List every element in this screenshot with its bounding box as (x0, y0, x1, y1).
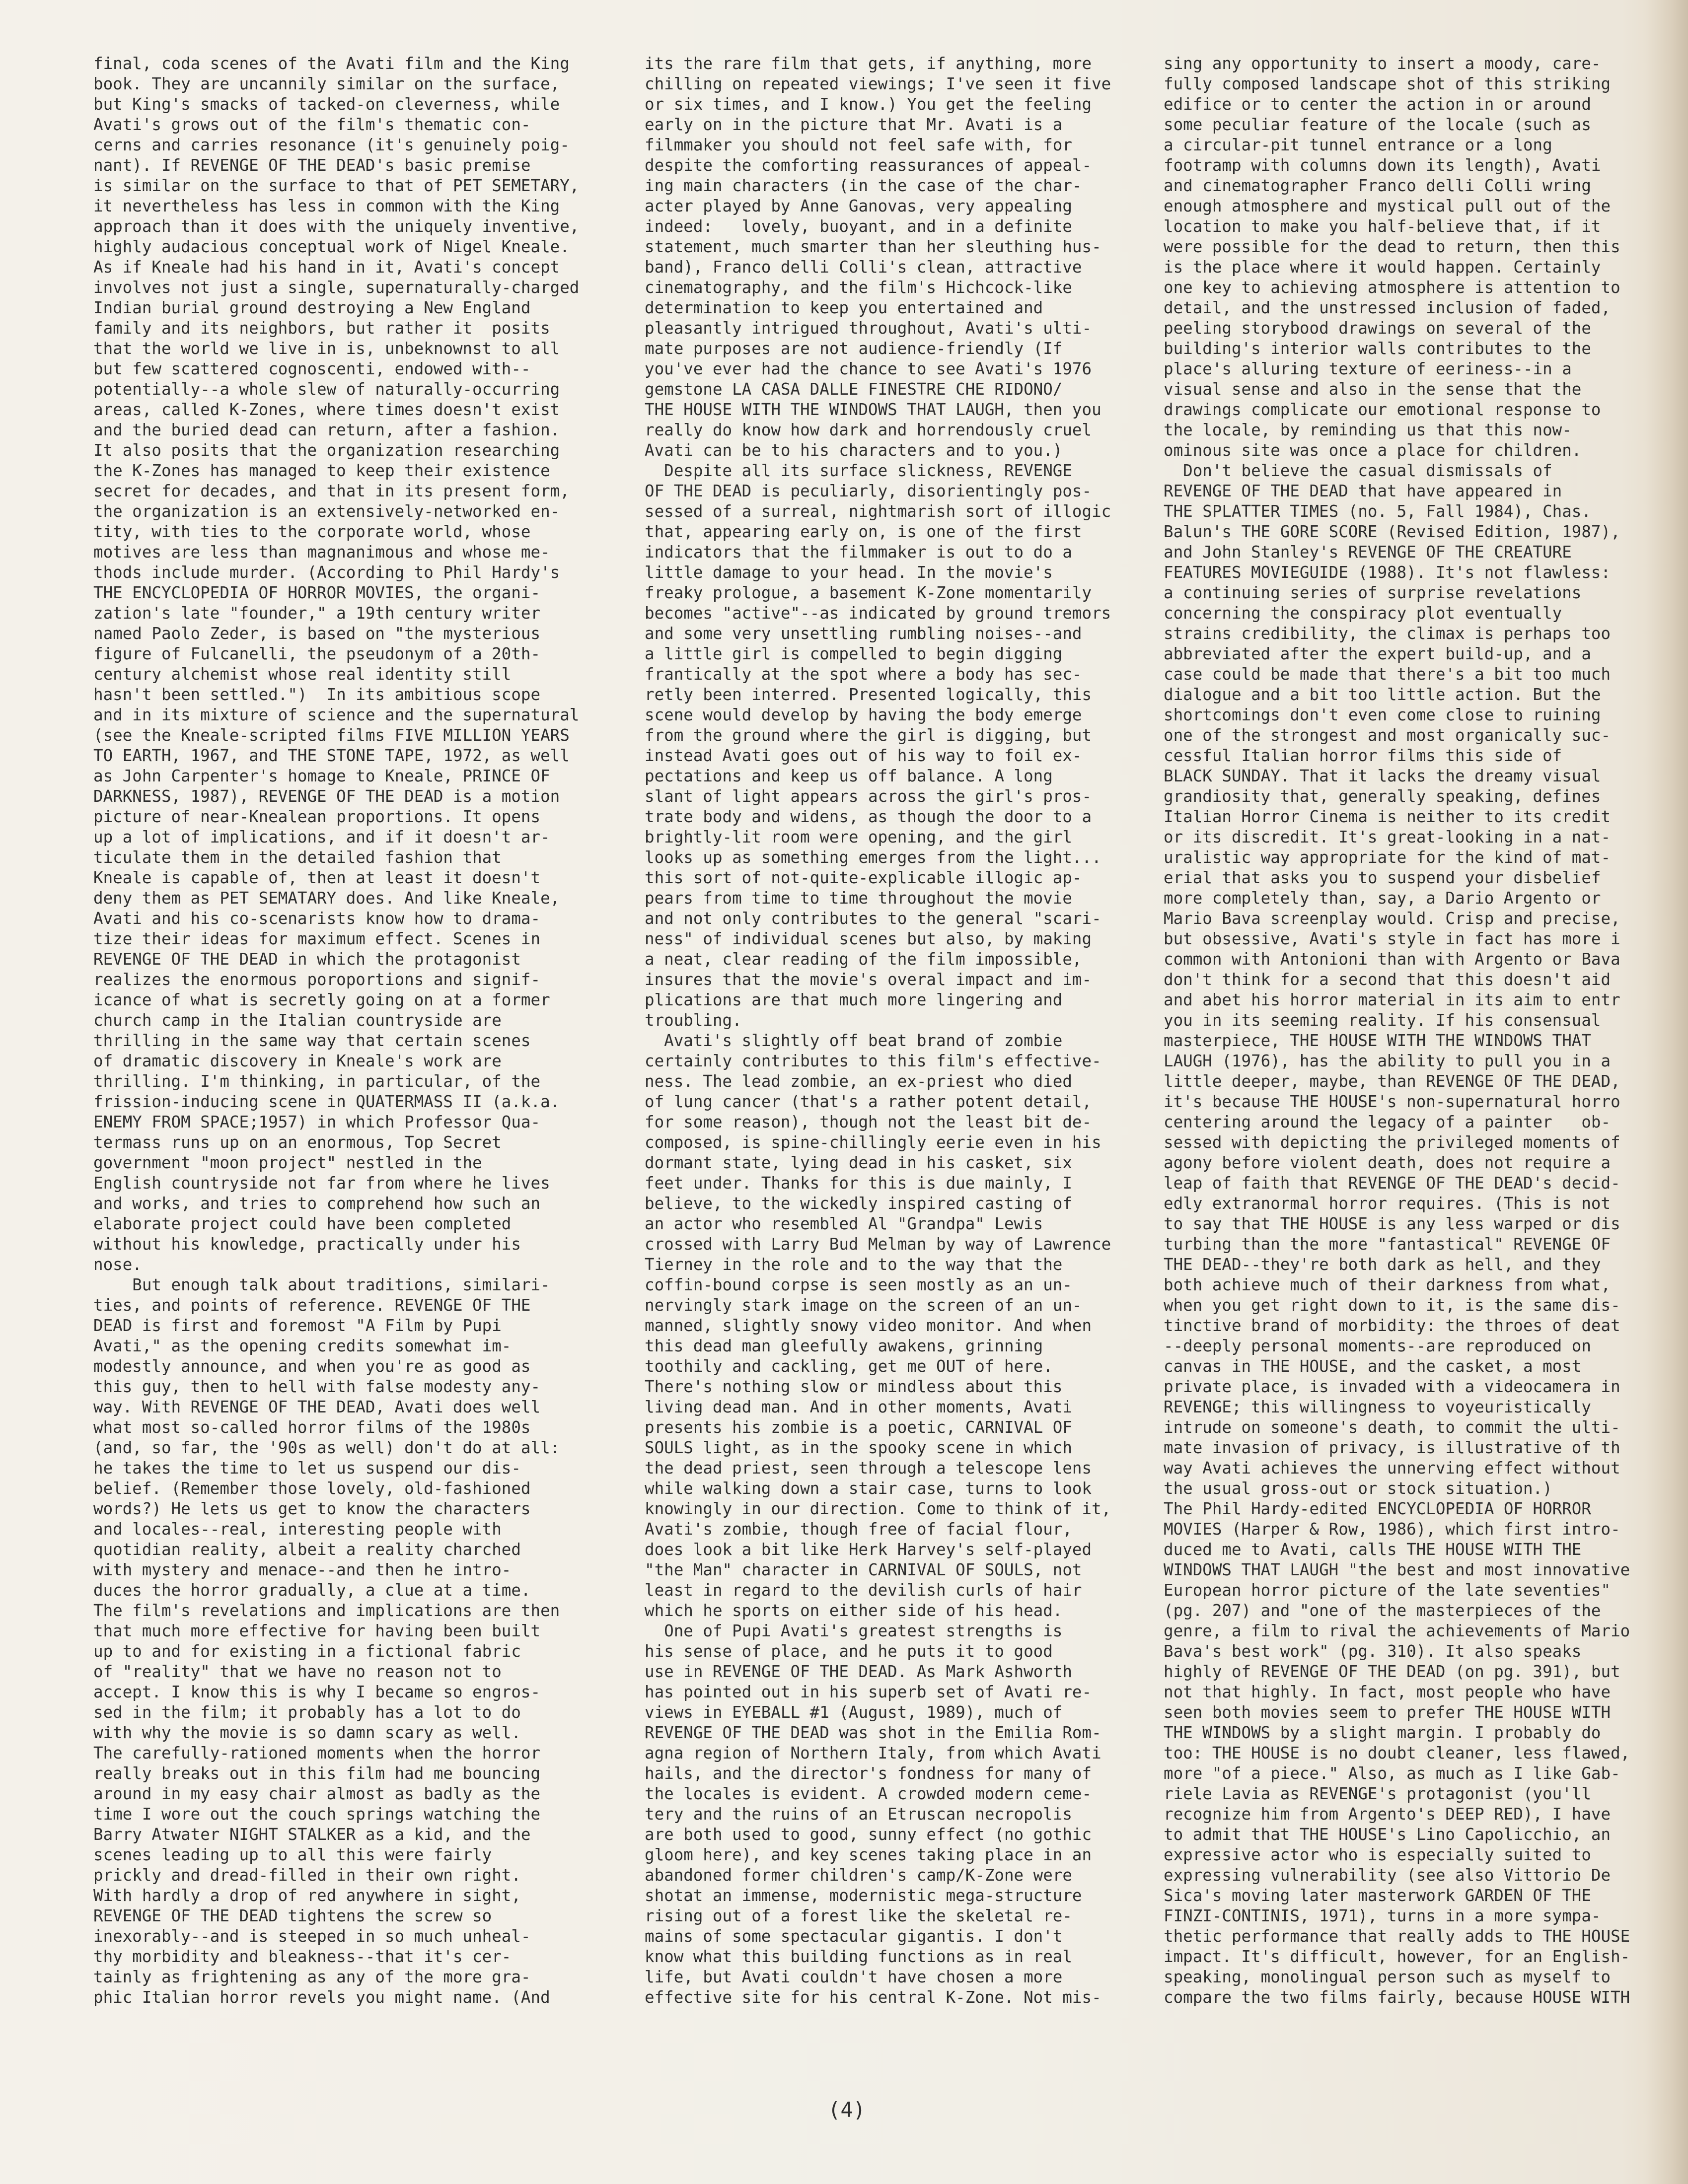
text-line: it nevertheless has less in common with the King (93, 197, 560, 215)
text-line: of lung cancer (that's a rather potent detail, (645, 1092, 1092, 1111)
text-line: an actor who resembled Al "Grandpa" Lewis (645, 1214, 1043, 1233)
text-line: centering around the legacy of a painter ob- (1164, 1113, 1611, 1131)
text-line: edifice or to center the action in or around (1164, 95, 1591, 114)
text-line: canvas in THE HOUSE, and the casket, a most (1164, 1357, 1582, 1376)
text-line: when you get right down to it, is the same dis- (1164, 1296, 1620, 1315)
text-line: masterpiece, THE HOUSE WITH THE WINDOWS THAT (1164, 1031, 1591, 1050)
text-line: century alchemist whose real identity still (93, 665, 512, 684)
text-line: SOULS light, as in the spooky scene in which (645, 1438, 1072, 1457)
text-line: BLACK SUNDAY. That it lacks the dreamy visual (1164, 767, 1601, 785)
text-column-2 (645, 54, 1166, 2069)
text-line: OF THE DEAD is peculiarly, disorientingly pos- (645, 482, 1092, 500)
text-line: English countryside not far from where he lives (93, 1174, 550, 1193)
text-line: thrilling. I'm thinking, in particular, of the (93, 1072, 541, 1091)
text-line: and abet his horror material in its aim to entr (1164, 990, 1620, 1009)
text-line: THE WINDOWS by a slight margin. I probably do (1164, 1723, 1601, 1742)
text-line: (and, so far, the '90s as well) don't do at all: (93, 1438, 560, 1457)
text-line: frantically at the spot where a body has sec- (645, 665, 1082, 684)
text-line: around in my easy chair almost as badly as the (93, 1784, 541, 1803)
text-line: this dead man gleefully awakens, grinning (645, 1337, 1043, 1355)
text-line: phic Italian horror revels you might name. (And (93, 1988, 550, 2007)
text-line: and the buried dead can return, after a fashion. (93, 421, 560, 439)
text-line: church camp in the Italian countryside are (93, 1011, 502, 1030)
text-line: Barry Atwater NIGHT STALKER as a kid, and the (93, 1825, 531, 1844)
text-line: presents his zombie is a poetic, CARNIVAL OF (645, 1418, 1072, 1437)
text-line: are both used to good, sunny effect (no gothic (645, 1825, 1092, 1844)
text-line: nant). If REVENGE OF THE DEAD's basic premise (93, 156, 531, 175)
text-line: least in regard to the devilish curls of hair (645, 1581, 1082, 1600)
text-line: of "reality" that we have no reason not to (93, 1662, 502, 1681)
text-line: acter played by Anne Ganovas, very appealing (645, 197, 1072, 215)
text-line: more completely than, say, a Dario Argento or (1164, 889, 1601, 908)
text-line: elaborate project could have been completed (93, 1214, 512, 1233)
text-line: approach than it does with the uniquely inventive, (93, 217, 580, 236)
text-line: not that highly. In fact, most people who have (1164, 1683, 1611, 1701)
text-line: termass runs up on an enormous, Top Secret (93, 1133, 502, 1152)
text-line: Indian burial ground destroying a New England (93, 298, 531, 317)
text-line: ties, and points of reference. REVENGE OF THE (93, 1296, 531, 1315)
text-line: thrilling in the same way that certain scenes (93, 1031, 531, 1050)
text-line: tity, with ties to the corporate world, whose (93, 522, 531, 541)
text-line: the locale, by reminding us that this now- (1164, 421, 1572, 439)
text-line: knowingly in our direction. Come to think of it, (645, 1499, 1111, 1518)
text-line: dialogue and a bit too little action. But the (1164, 685, 1601, 704)
page-number: (4) (828, 2098, 866, 2122)
text-line: zation's late "founder," a 19th century writer (93, 604, 541, 623)
text-line: modestly announce, and when you're as good as (93, 1357, 531, 1376)
text-line: shortcomings don't even come close to ruining (1164, 705, 1601, 724)
text-line: too: THE HOUSE is no doubt cleaner, less flawed, (1164, 1744, 1630, 1762)
text-line: The Phil Hardy-edited ENCYCLOPEDIA OF HORROR (1164, 1499, 1591, 1518)
text-line: edly extranormal horror requires. (This is not (1164, 1194, 1611, 1213)
text-line: scenes leading up to all this were fairly (93, 1845, 492, 1864)
text-line: REVENGE OF THE DEAD that have appeared in (1164, 482, 1562, 500)
text-line: pectations and keep us off balance. A long (645, 767, 1053, 785)
text-line: or six times, and I know.) You get the feeling (645, 95, 1092, 114)
text-line: TO EARTH, 1967, and THE STONE TAPE, 1972, as well (93, 746, 570, 765)
text-line: the locales is evident. A crowded modern ceme- (645, 1784, 1092, 1803)
text-line: compare the two films fairly, because HOUSE WITH (1164, 1988, 1630, 2007)
text-line: Avati's slightly off beat brand of zombie (645, 1031, 1063, 1050)
text-line: LAUGH (1976), has the ability to pull you in a (1164, 1052, 1611, 1070)
text-line: Avati and his co-scenarists know how to drama- (93, 909, 541, 928)
text-line: DEAD is first and foremost "A Film by Pupi (93, 1316, 502, 1335)
text-line: that much more effective for having been built (93, 1621, 541, 1640)
text-line: sessed with depicting the privileged moments of (1164, 1133, 1620, 1152)
text-line: this guy, then to hell with false modesty any- (93, 1377, 541, 1396)
text-line: and John Stanley's REVENGE OF THE CREATURE (1164, 543, 1572, 562)
text-line: but obsessive, Avati's style in fact has more i (1164, 929, 1620, 948)
text-line: what most so-called horror films of the 1980s (93, 1418, 531, 1437)
text-line: book. They are uncannily similar on the surface, (93, 74, 560, 93)
text-line: deny them as PET SEMATARY does. And like Kneale, (93, 889, 560, 908)
text-line: scene would develop by having the body emerge (645, 705, 1082, 724)
text-line: and cinematographer Franco delli Colli wring (1164, 176, 1591, 195)
text-line: time I wore out the couch springs watching the (93, 1805, 541, 1824)
text-line: named Paolo Zeder, is based on "the mysterious (93, 624, 541, 643)
text-line: highly audacious conceptual work of Nigel Kneale. (93, 237, 570, 256)
text-line: some peculiar feature of the locale (such as (1164, 115, 1591, 134)
text-line: does look a bit like Herk Harvey's self-played (645, 1540, 1092, 1559)
text-line: visual sense and also in the sense that the (1164, 380, 1582, 399)
text-line: ENEMY FROM SPACE;1957) in which Professor Qua- (93, 1113, 541, 1131)
text-line: its the rare film that gets, if anything, more (645, 54, 1092, 73)
text-line: potentially--a whole slew of naturally-occurring (93, 380, 560, 399)
text-line: cinematography, and the film's Hichcock-like (645, 278, 1072, 297)
text-line: a little girl is compelled to begin digging (645, 644, 1063, 663)
text-line: expressing vulnerability (see also Vittorio De (1164, 1866, 1611, 1885)
text-line: nervingly stark image on the screen of an un- (645, 1296, 1082, 1315)
text-line: slant of light appears across the girl's pros- (645, 787, 1092, 806)
text-line: location to make you half-believe that, if it (1164, 217, 1601, 236)
text-line: sed in the film; it probably has a lot to do (93, 1703, 521, 1722)
text-line: one key to achieving atmosphere is attention to (1164, 278, 1620, 297)
text-line: the dead priest, seen through a telescope lens (645, 1459, 1092, 1478)
text-line: Avati can be to his characters and to you.) (645, 441, 1063, 460)
text-line: But enough talk about traditions, similari- (93, 1275, 550, 1294)
text-line: tinctive brand of morbidity: the throes of deat (1164, 1316, 1620, 1335)
text-line: drawings complicate our emotional response to (1164, 400, 1601, 419)
text-line: is the place where it would happen. Certainly (1164, 258, 1601, 277)
text-line: FINZI-CONTINIS, 1971), turns in a more sympa- (1164, 1906, 1601, 1925)
text-line: you've ever had the chance to see Avati's 1976 (645, 359, 1092, 378)
text-line: gemstone LA CASA DALLE FINESTRE CHE RIDONO/ (645, 380, 1063, 399)
text-line: to admit that THE HOUSE's Lino Capolicchio, an (1164, 1825, 1611, 1844)
text-line: sessed of a surreal, nightmarish sort of illogic (645, 502, 1111, 521)
text-line: life, but Avati couldn't have chosen a more (645, 1968, 1063, 1986)
text-line: THE ENCYCLOPEDIA OF HORROR MOVIES, the organi- (93, 583, 541, 602)
text-line: It also posits that the organization researching (93, 441, 560, 460)
text-line: final, coda scenes of the Avati film and the King (93, 54, 570, 73)
text-line: building's interior walls contributes to the (1164, 339, 1591, 358)
text-line: mate invasion of privacy, is illustrative of th (1164, 1438, 1620, 1457)
text-line: really breaks out in this film had me bouncing (93, 1764, 541, 1783)
text-line: Kneale is capable of, then at least it doesn't (93, 868, 541, 887)
text-line: impact. It's difficult, however, for an English- (1164, 1947, 1630, 1966)
text-line: REVENGE OF THE DEAD in which the protagonist (93, 950, 521, 969)
text-line: REVENGE OF THE DEAD was shot in the Emilia Rom- (645, 1723, 1101, 1742)
text-line: highly of REVENGE OF THE DEAD (on pg. 391), but (1164, 1662, 1620, 1681)
text-line: way Avati achieves the unnerving effect without (1164, 1459, 1620, 1478)
text-line: toothily and cackling, get me OUT of here. (645, 1357, 1053, 1376)
text-line: freaky prologue, a basement K-Zone momentarily (645, 583, 1092, 602)
text-line: he takes the time to let us suspend our dis- (93, 1459, 521, 1478)
text-line: that, appearing early on, is one of the first (645, 522, 1082, 541)
text-line: tery and the ruins of an Etruscan necropolis (645, 1805, 1072, 1824)
text-line: trate body and widens, as though the door to a (645, 807, 1092, 826)
text-line: living dead man. And in other moments, Avati (645, 1398, 1072, 1416)
text-line: genre, a film to rival the achievements of Mario (1164, 1621, 1630, 1640)
text-line: agna region of Northern Italy, from which Avati (645, 1744, 1101, 1762)
text-line: cessful Italian horror films this side of (1164, 746, 1562, 765)
text-line: Avati's zombie, though free of facial flour, (645, 1520, 1072, 1539)
text-line: Avati," as the opening credits somewhat im- (93, 1337, 512, 1355)
text-line: sing any opportunity to insert a moody, care- (1164, 54, 1601, 73)
text-line: There's nothing slow or mindless about this (645, 1377, 1063, 1396)
text-line: Balun's THE GORE SCORE (Revised Edition, 1987), (1164, 522, 1620, 541)
text-line: Mario Bava screenplay would. Crisp and precise, (1164, 909, 1620, 928)
text-line: FEATURES MOVIEGUIDE (1988). It's not flawless: (1164, 563, 1611, 582)
text-line: becomes "active"--as indicated by ground tremors (645, 604, 1111, 623)
text-line: plications are that much more lingering and (645, 990, 1063, 1009)
text-line: belief. (Remember those lovely, old-fashioned (93, 1479, 531, 1498)
text-line: peeling storybood drawings on several of the (1164, 319, 1591, 338)
text-line: seen both movies seem to prefer THE HOUSE WITH (1164, 1703, 1611, 1722)
text-line: indeed: lovely, buoyant, and in a definite (645, 217, 1072, 236)
text-column-1 (93, 54, 615, 2069)
text-line: pears from time to time throughout the movie (645, 889, 1072, 908)
text-line: troubling. (645, 1011, 742, 1030)
text-line: a circular-pit tunnel entrance or a long (1164, 136, 1552, 154)
text-line: little deeper, maybe, than REVENGE OF THE DEAD, (1164, 1072, 1620, 1091)
text-line: Italian Horror Cinema is neither to its credit (1164, 807, 1611, 826)
text-line: ominous site was once a place for children. (1164, 441, 1582, 460)
text-line: riele Lavia as REVENGE's protagonist (you'll (1164, 1784, 1591, 1803)
text-line: (pg. 207) and "one of the masterpieces of the (1164, 1601, 1601, 1620)
text-line: effective site for his central K-Zone. Not mis- (645, 1988, 1101, 2007)
text-line: inexorably--and is steeped in so much unheal- (93, 1927, 531, 1946)
text-line: composed, is spine-chillingly eerie even in his (645, 1133, 1101, 1152)
text-line: fully composed landscape shot of this striking (1164, 74, 1611, 93)
text-line: brightly-lit room were opening, and the girl (645, 828, 1072, 846)
text-line: has pointed out in his superb set of Avati re- (645, 1683, 1092, 1701)
text-line: motives are less than magnanimous and whose me- (93, 543, 550, 562)
text-line: statement, much smarter than her sleuthing hus- (645, 237, 1101, 256)
text-line: Despite all its surface slickness, REVENGE (645, 461, 1072, 480)
text-line: concerning the conspiracy plot eventually (1164, 604, 1562, 623)
text-line: instead Avati goes out of his way to foil ex- (645, 746, 1082, 765)
text-line: is similar on the surface to that of PET SEMETARY, (93, 176, 580, 195)
text-line: tainly as frightening as any of the more gra- (93, 1968, 531, 1986)
text-line: duces the horror gradually, a clue at a time. (93, 1581, 531, 1600)
text-line: insures that the movie's overal impact and im- (645, 970, 1092, 989)
text-line: coffin-bound corpse is seen mostly as an un- (645, 1275, 1072, 1294)
text-line: The carefully-rationed moments when the horror (93, 1744, 541, 1762)
text-line: accept. I know this is why I became so engros- (93, 1683, 541, 1701)
text-line: recognize him from Argento's DEEP RED), I have (1164, 1805, 1611, 1824)
text-line: ness" of individual scenes but also, by making (645, 929, 1092, 948)
text-line: turbing than the more "fantastical" REVENGE OF (1164, 1235, 1611, 1254)
text-line: duced me to Avati, calls THE HOUSE WITH THE (1164, 1540, 1582, 1559)
text-line: THE SPLATTER TIMES (no. 5, Fall 1984), Chas. (1164, 502, 1591, 521)
text-line: it's because THE HOUSE's non-supernatural horro (1164, 1092, 1620, 1111)
text-line: ing main characters (in the case of the char- (645, 176, 1082, 195)
text-line: a neat, clear reading of the film impossible, (645, 950, 1082, 969)
text-line: abbreviated after the expert build-up, and a (1164, 644, 1591, 663)
text-line: but few scattered cognoscenti, endowed with-- (93, 359, 531, 378)
text-line: THE HOUSE WITH THE WINDOWS THAT LAUGH, then you (645, 400, 1101, 419)
text-line: use in REVENGE OF THE DEAD. As Mark Ashworth (645, 1662, 1072, 1681)
text-line: expressive actor who is especially suited to (1164, 1845, 1591, 1864)
text-line: intrude on someone's death, to commit the ulti- (1164, 1418, 1620, 1437)
text-line: thy morbidity and bleakness--that it's cer- (93, 1947, 512, 1966)
text-line: certainly contributes to this film's effective- (645, 1052, 1101, 1070)
text-line: but King's smacks of tacked-on cleverness, while (93, 95, 560, 114)
text-line: pleasantly intrigued throughout, Avati's ulti- (645, 319, 1092, 338)
text-line: erial that asks you to suspend your disbelief (1164, 868, 1601, 887)
text-line: footramp with columns down its length), Avati (1164, 156, 1601, 175)
text-line: abandoned former children's camp/K-Zone were (645, 1866, 1072, 1885)
text-line: tize their ideas for maximum effect. Scenes in (93, 929, 541, 948)
text-line: cerns and carries resonance (it's genuinely poig- (93, 136, 570, 154)
text-line: really do know how dark and horrendously cruel (645, 421, 1092, 439)
text-line: while walking down a stair case, turns to look (645, 1479, 1092, 1498)
text-line: as John Carpenter's homage to Kneale, PRINCE OF (93, 767, 550, 785)
text-line: were possible for the dead to return, then this (1164, 237, 1620, 256)
text-line: manned, slightly snowy video monitor. And when (645, 1316, 1092, 1335)
text-line: both achieve much of their darkness from what, (1164, 1275, 1611, 1294)
text-line: words?) He lets us get to know the characters (93, 1499, 531, 1518)
text-line: up to and for existing in a fictional fabric (93, 1642, 521, 1661)
text-line: family and its neighbors, but rather it posits (93, 319, 550, 338)
text-line: nose. (93, 1255, 142, 1274)
text-line: ness. The lead zombie, an ex-priest who died (645, 1072, 1072, 1091)
text-line: the organization is an extensively-networked en- (93, 502, 560, 521)
text-line: government "moon project" nestled in the (93, 1153, 482, 1172)
text-line: mate purposes are not audience-friendly (If (645, 339, 1063, 358)
text-line: don't think for a second that this doesn't aid (1164, 970, 1611, 989)
text-line: which he sports on either side of his head. (645, 1601, 1063, 1620)
text-line: of dramatic discovery in Kneale's work are (93, 1052, 502, 1070)
text-line: early on in the picture that Mr. Avati is a (645, 115, 1063, 134)
text-line: chilling on repeated viewings; I've seen it five (645, 74, 1111, 93)
text-line: shotat an immense, modernistic mega-structure (645, 1886, 1082, 1905)
text-line: you in its seeming reality. If his consensual (1164, 1011, 1601, 1030)
text-line: thetic performance that really adds to THE HOUSE (1164, 1927, 1630, 1946)
text-line: As if Kneale had his hand in it, Avati's concept (93, 258, 560, 277)
text-line: picture of near-Knealean proportions. It opens (93, 807, 541, 826)
text-line: Tierney in the role and to the way that the (645, 1255, 1063, 1274)
text-line: believe, to the wickedly inspired casting of (645, 1194, 1072, 1213)
text-line: speaking, monolingual person such as myself to (1164, 1968, 1611, 1986)
text-line: case could be made that there's a bit too much (1164, 665, 1611, 684)
text-line: the usual gross-out or stock situation.) (1164, 1479, 1552, 1498)
text-line: REVENGE OF THE DEAD tightens the screw so (93, 1906, 492, 1925)
text-line: figure of Fulcanelli, the pseudonym of a 20th- (93, 644, 541, 663)
text-line: this sort of not-quite-explicable illogic ap- (645, 868, 1082, 887)
text-line: way. With REVENGE OF THE DEAD, Avati does well (93, 1398, 541, 1416)
text-line: The film's revelations and implications are then (93, 1601, 560, 1620)
text-line: European horror picture of the late seventies" (1164, 1581, 1611, 1600)
text-line: One of Pupi Avati's greatest strengths is (645, 1621, 1063, 1640)
text-line: private place, is invaded with a videocamera in (1164, 1377, 1620, 1396)
text-line: band), Franco delli Colli's clean, attractive (645, 258, 1082, 277)
text-line: without his knowledge, practically under his (93, 1235, 521, 1254)
text-line: dormant state, lying dead in his casket, six (645, 1153, 1072, 1172)
text-line: hails, and the director's fondness for many of (645, 1764, 1092, 1783)
text-line: feet under. Thanks for this is due mainly, I (645, 1174, 1072, 1193)
text-line: --deeply personal moments--are reproduced on (1164, 1337, 1591, 1355)
text-line: enough atmosphere and mystical pull out of the (1164, 197, 1611, 215)
text-line: hasn't been settled.") In its ambitious scope (93, 685, 541, 704)
text-line: determination to keep you entertained and (645, 298, 1043, 317)
text-line: rising out of a forest like the skeletal re- (645, 1906, 1072, 1925)
text-line: a continuing series of surprise revelations (1164, 583, 1582, 602)
text-line: mains of some spectacular gigantis. I don't (645, 1927, 1063, 1946)
text-line: Avati's grows out of the film's thematic con- (93, 115, 531, 134)
text-line: REVENGE; this willingness to voyeuristically (1164, 1398, 1591, 1416)
text-line: the K-Zones has managed to keep their existence (93, 461, 550, 480)
text-line: looks up as something emerges from the light... (645, 848, 1101, 867)
text-line: one of the strongest and most organically suc- (1164, 726, 1611, 745)
text-line: ticulate them in the detailed fashion that (93, 848, 502, 867)
text-line: and in its mixture of science and the supernatural (93, 705, 580, 724)
text-line: secret for decades, and that in its present form, (93, 482, 570, 500)
text-line: strains credibility, the climax is perhaps too (1164, 624, 1611, 643)
text-line: for some reason), though not the least bit de- (645, 1113, 1092, 1131)
text-line: quotidian reality, albeit a reality charched (93, 1540, 521, 1559)
text-column-3 (1164, 54, 1660, 2069)
text-line: uralistic way appropriate for the kind of mat- (1164, 848, 1611, 867)
text-line: agony before violent death, does not require a (1164, 1153, 1611, 1172)
text-line: retly been interred. Presented logically, this (645, 685, 1092, 704)
text-line: from the ground where the girl is digging, but (645, 726, 1092, 745)
text-line: views in EYEBALL #1 (August, 1989), much of (645, 1703, 1063, 1722)
text-line: Sica's moving later masterwork GARDEN OF THE (1164, 1886, 1591, 1905)
text-line: prickly and dread-filled in their own right. (93, 1866, 521, 1885)
text-line: and some very unsettling rumbling noises--and (645, 624, 1082, 643)
text-line: little damage to your head. In the movie's (645, 563, 1053, 582)
text-line: and not only contributes to the general "scari- (645, 909, 1101, 928)
text-line: thods include murder. (According to Phil Hardy's (93, 563, 560, 582)
text-line: involves not just a single, supernaturally-charged (93, 278, 580, 297)
text-line: place's alluring texture of eeriness--in a (1164, 359, 1572, 378)
text-line: areas, called K-Zones, where times doesn't exist (93, 400, 560, 419)
text-line: THE DEAD--they're both dark as hell, and they (1164, 1255, 1601, 1274)
text-line: icance of what is secretly going on at a former (93, 990, 550, 1009)
text-line: Don't believe the casual dismissals of (1164, 461, 1552, 480)
text-line: to say that THE HOUSE is any less warped or dis (1164, 1214, 1620, 1233)
text-line: with why the movie is so damn scary as well. (93, 1723, 521, 1742)
text-line: leap of faith that REVENGE OF THE DEAD's decid- (1164, 1174, 1620, 1193)
text-line: despite the comforting reassurances of appeal- (645, 156, 1092, 175)
text-line: DARKNESS, 1987), REVENGE OF THE DEAD is a motion (93, 787, 560, 806)
text-line: with mystery and menace--and then he intro- (93, 1560, 512, 1579)
text-line: detail, and the unstressed inclusion of faded, (1164, 298, 1611, 317)
text-line: (see the Kneale-scripted films FIVE MILLION YEARS (93, 726, 570, 745)
text-line: indicators that the filmmaker is out to do a (645, 543, 1072, 562)
text-line: and works, and tries to comprehend how such an (93, 1194, 541, 1213)
text-line: gloom here), and key scenes taking place in an (645, 1845, 1092, 1864)
text-line: frission-inducing scene in QUATERMASS II (a.k.a. (93, 1092, 560, 1111)
text-line: Bava's best work" (pg. 310). It also speaks (1164, 1642, 1582, 1661)
text-line: grandiosity that, generally speaking, defines (1164, 787, 1601, 806)
text-line: With hardly a drop of red anywhere in sight, (93, 1886, 521, 1905)
text-line: more "of a piece." Also, as much as I like Gab- (1164, 1764, 1620, 1783)
text-line: realizes the enormous poroportions and signif- (93, 970, 541, 989)
text-line: and locales--real, interesting people with (93, 1520, 502, 1539)
text-line: that the world we live in is, unbeknownst to all (93, 339, 560, 358)
text-line: his sense of place, and he puts it to good (645, 1642, 1053, 1661)
text-line: or its discredit. It's great-looking in a nat- (1164, 828, 1611, 846)
text-line: know what this building functions as in real (645, 1947, 1072, 1966)
text-line: filmmaker you should not feel safe with, for (645, 136, 1072, 154)
text-line: common with Antonioni than with Argento or Bava (1164, 950, 1620, 969)
text-line: MOVIES (Harper & Row, 1986), which first intro- (1164, 1520, 1620, 1539)
text-line: crossed with Larry Bud Melman by way of Lawrence (645, 1235, 1111, 1254)
text-line: WINDOWS THAT LAUGH "the best and most innovative (1164, 1560, 1630, 1579)
text-line: "the Man" character in CARNIVAL OF SOULS, not (645, 1560, 1082, 1579)
text-line: up a lot of implications, and if it doesn't ar- (93, 828, 550, 846)
